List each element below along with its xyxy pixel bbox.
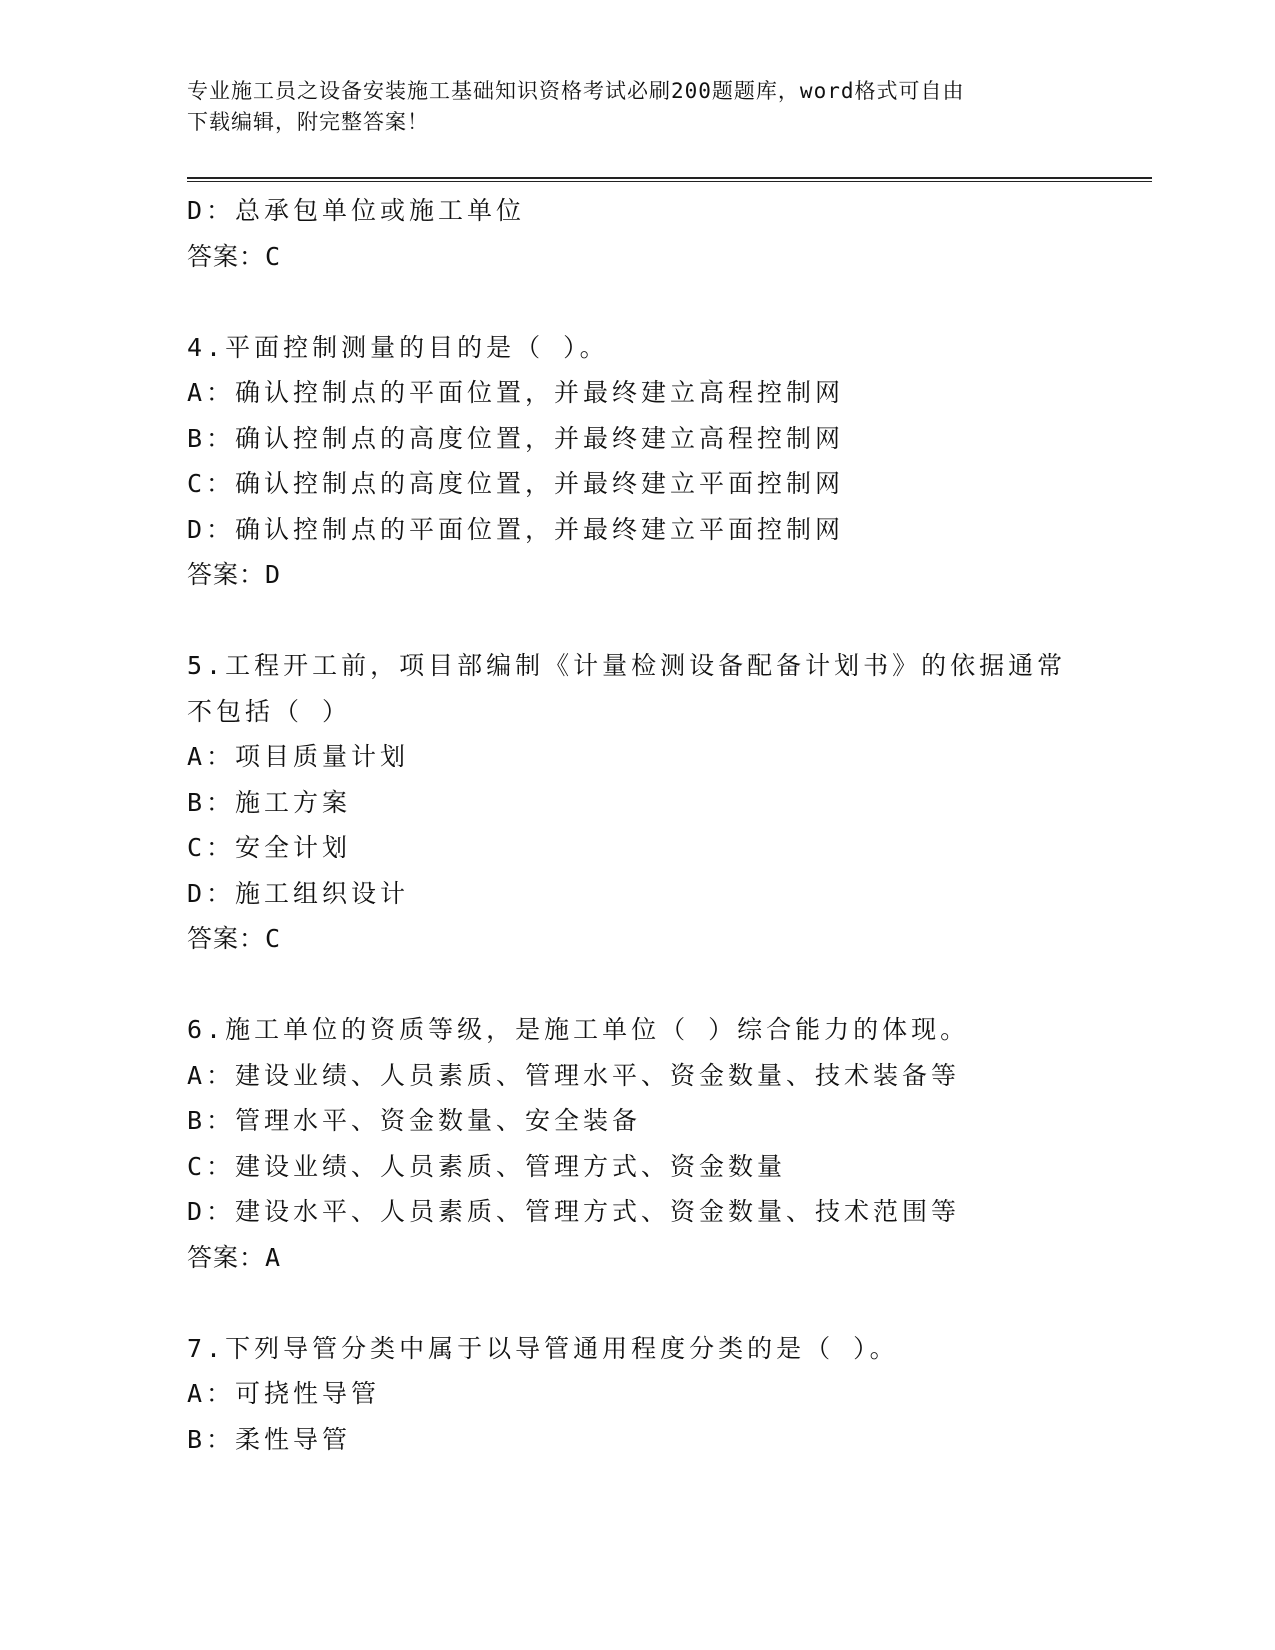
answer: 答案：C (187, 241, 282, 271)
option-c: C：确认控制点的高度位置，并最终建立平面控制网 (187, 469, 845, 498)
option-a: A：可挠性导管 (187, 1379, 381, 1408)
option-b: B：施工方案 (187, 787, 352, 817)
option-a: A：确认控制点的平面位置，并最终建立高程控制网 (187, 378, 845, 407)
option-d: D：总承包单位或施工单位 (187, 196, 526, 225)
document-header (187, 76, 1067, 138)
question-stem: 4.平面控制测量的目的是（ ）。 (187, 332, 609, 362)
option-c: C：建设业绩、人员素质、管理方式、资金数量 (187, 1151, 787, 1181)
option-d: D：确认控制点的平面位置，并最终建立平面控制网 (187, 514, 845, 544)
answer: 答案：C (187, 924, 282, 953)
question-6 (187, 1007, 1147, 1280)
spacer (187, 279, 1147, 325)
option-c: C：安全计划 (187, 833, 352, 862)
option-a: A：项目质量计划 (187, 742, 410, 771)
header-line-2: 下载编辑，附完整答案！ (187, 110, 429, 134)
answer: 答案：A (187, 1242, 282, 1272)
question-stem-line-1: 5.工程开工前，项目部编制《计量检测设备配备计划书》的依据通常 (187, 651, 1067, 680)
question-4 (187, 325, 1147, 598)
question-list (187, 188, 1147, 1462)
option-a: A：建设业绩、人员素质、管理水平、资金数量、技术装备等 (187, 1060, 961, 1090)
header-divider (187, 177, 1152, 182)
option-b: B：管理水平、资金数量、安全装备 (187, 1106, 642, 1135)
question-stem-line-2: 不包括（ ） (187, 696, 352, 726)
spacer (187, 598, 1147, 644)
question-stem: 7.下列导管分类中属于以导管通用程度分类的是（ ）。 (187, 1333, 899, 1363)
answer: 答案：D (187, 560, 282, 589)
spacer (187, 1280, 1147, 1326)
option-d: D：建设水平、人员素质、管理方式、资金数量、技术范围等 (187, 1197, 961, 1226)
option-d: D：施工组织设计 (187, 878, 410, 908)
question-5 (187, 643, 1147, 962)
spacer (187, 962, 1147, 1008)
option-b: B：柔性导管 (187, 1424, 352, 1454)
header-line-1: 专业施工员之设备安装施工基础知识资格考试必刷200题题库，word格式可自由 (187, 79, 965, 103)
question-7 (187, 1326, 1147, 1463)
option-b: B：确认控制点的高度位置，并最终建立高程控制网 (187, 423, 845, 453)
question-stem: 6.施工单位的资质等级，是施工单位（ ）综合能力的体现。 (187, 1015, 970, 1044)
question-3-tail (187, 188, 1147, 279)
